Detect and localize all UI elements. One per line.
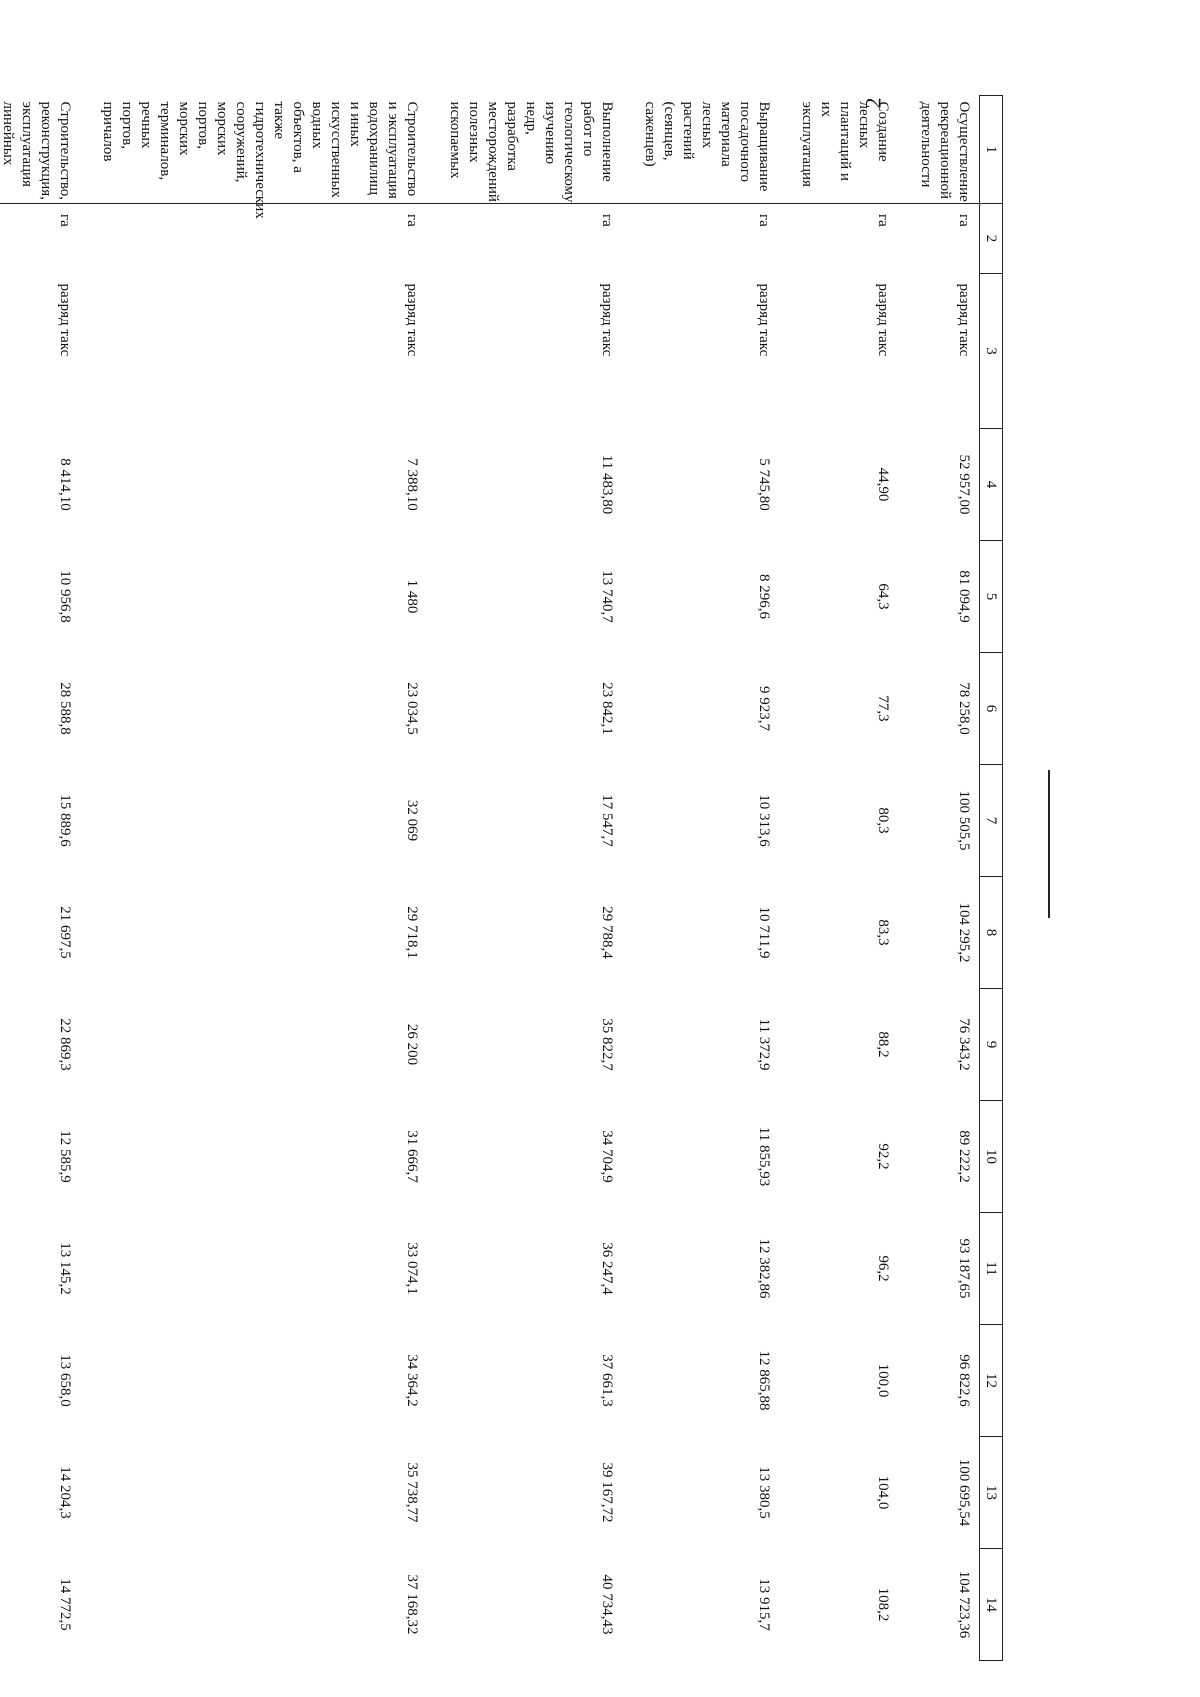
value-cell-v10: 34 704,9	[599, 1130, 615, 1183]
table-row	[622, 96, 779, 1661]
value-cell-v5: 1 480	[404, 579, 420, 614]
rate-type-cell: разряд такс	[756, 283, 772, 357]
value-cell-v12: 100,0	[875, 1363, 891, 1398]
header-cell-col1: 1	[980, 96, 1003, 204]
value-cell-v5: 64,3	[875, 583, 891, 610]
value-cell-v8: 10 711,9	[756, 906, 772, 959]
value-cell-v8: 21 697,5	[57, 906, 73, 959]
value-cell-v6: 77,3	[875, 695, 891, 722]
value-cell-v5: 10 956,8	[57, 570, 73, 623]
activity-name-cell: Строительство и эксплуатация водохранилищ и иных искусственных водных объектов, а также гидротехнических сооружений, морских портов, морских терминалов, речных портов, причалов	[80, 96, 427, 204]
value-cell-v4: 11 483,80	[599, 454, 615, 515]
value-cell-v7: 100 505,5	[956, 790, 972, 851]
table-row	[898, 96, 980, 1661]
header-cell-col13: 13	[980, 1437, 1003, 1549]
unit-cell: га	[57, 214, 73, 227]
value-cell-v5: 81 094,9	[956, 570, 972, 623]
header-cell-col5: 5	[980, 541, 1003, 653]
unit-cell: га	[404, 214, 420, 227]
value-cell-v12: 13 658,0	[57, 1354, 73, 1407]
value-cell-v14: 37 168,32	[404, 1574, 420, 1635]
value-cell-v9: 76 343,2	[956, 1018, 972, 1071]
value-cell-v12: 96 822,6	[956, 1354, 972, 1407]
value-cell-v13: 100 695,54	[956, 1458, 972, 1527]
table-row	[427, 96, 622, 1661]
value-cell-v7: 15 889,6	[57, 794, 73, 847]
value-cell-v14: 104 723,36	[956, 1570, 972, 1639]
value-cell-v6: 23 842,1	[599, 682, 615, 735]
rotated-table-wrapper	[0, 95, 1003, 1640]
value-cell-v9: 88,2	[875, 1031, 891, 1058]
value-cell-v9: 26 200	[404, 1023, 420, 1066]
rates-table	[0, 95, 1003, 1661]
rate-type-cell: разряд такс	[57, 283, 73, 357]
header-row	[980, 96, 1003, 1661]
value-cell-v6: 78 258,0	[956, 682, 972, 735]
value-cell-v11: 33 074,1	[404, 1242, 420, 1295]
header-cell-col2: 2	[980, 204, 1003, 274]
value-cell-v9: 11 372,9	[756, 1018, 772, 1071]
header-cell-col9: 9	[980, 989, 1003, 1101]
rate-type-cell: разряд такс	[956, 283, 972, 357]
unit-cell: га	[875, 214, 891, 227]
value-cell-v11: 96,2	[875, 1255, 891, 1282]
value-cell-v11: 13 145,2	[57, 1242, 73, 1295]
rate-type-cell: разряд такс	[404, 283, 420, 357]
unit-cell: га	[956, 214, 972, 227]
activity-name-cell: Строительство, реконструкция, эксплуатация линейных	[0, 96, 80, 204]
value-cell-v8: 83,3	[875, 919, 891, 946]
header-cell-col11: 11	[980, 1213, 1003, 1325]
value-cell-v7: 80,3	[875, 807, 891, 834]
value-cell-v8: 29 788,4	[599, 906, 615, 959]
activity-name-cell: Осуществление рекреационной деятельности	[898, 96, 980, 204]
value-cell-v7: 10 313,6	[756, 794, 772, 847]
value-cell-v9: 22 869,3	[57, 1018, 73, 1071]
value-cell-v6: 28 588,8	[57, 682, 73, 735]
table-row	[779, 96, 898, 1661]
table-row	[80, 96, 427, 1661]
value-cell-v11: 36 247,4	[599, 1242, 615, 1295]
value-cell-v14: 14 772,5	[57, 1578, 73, 1631]
value-cell-v13: 35 738,77	[404, 1462, 420, 1523]
header-cell-col6: 6	[980, 653, 1003, 765]
value-cell-v12: 37 661,3	[599, 1354, 615, 1407]
value-cell-v13: 13 380,5	[756, 1466, 772, 1519]
value-cell-v13: 14 204,3	[57, 1466, 73, 1519]
value-cell-v10: 92,2	[875, 1143, 891, 1170]
value-cell-v7: 17 547,7	[599, 794, 615, 847]
value-cell-v6: 9 923,7	[756, 686, 772, 731]
value-cell-v9: 35 822,7	[599, 1018, 615, 1071]
value-cell-v14: 108,2	[875, 1587, 891, 1622]
value-cell-v10: 12 585,9	[57, 1130, 73, 1183]
value-cell-v8: 104 295,2	[956, 902, 972, 963]
value-cell-v10: 31 666,7	[404, 1130, 420, 1183]
value-cell-v13: 104,0	[875, 1475, 891, 1510]
value-cell-v12: 34 364,2	[404, 1354, 420, 1407]
page-number: 2	[860, 97, 886, 109]
value-cell-v5: 13 740,7	[599, 570, 615, 623]
value-cell-v4: 8 414,10	[57, 458, 73, 511]
value-cell-v11: 93 187,65	[956, 1238, 972, 1299]
value-cell-v4: 7 388,10	[404, 458, 420, 511]
value-cell-v12: 12 865,88	[756, 1350, 772, 1411]
activity-name-cell: Выполнение работ по геологическому изучению недр, разработка месторождений полезных ископаемых	[427, 96, 622, 204]
value-cell-v4: 5 745,80	[756, 458, 772, 511]
value-cell-v13: 39 167,72	[599, 1462, 615, 1523]
value-cell-v8: 29 718,1	[404, 906, 420, 959]
header-cell-col7: 7	[980, 765, 1003, 877]
value-cell-v4: 52 957,00	[956, 454, 972, 515]
value-cell-v10: 89 222,2	[956, 1130, 972, 1183]
closing-rule	[1048, 770, 1050, 918]
header-cell-col4: 4	[980, 429, 1003, 541]
value-cell-v14: 13 915,7	[756, 1578, 772, 1631]
header-cell-col10: 10	[980, 1101, 1003, 1213]
value-cell-v11: 12 382,86	[756, 1238, 772, 1299]
activity-name-cell: Создание лесных плантаций и их эксплуатация	[779, 96, 898, 204]
value-cell-v6: 23 034,5	[404, 682, 420, 735]
value-cell-v10: 11 855,93	[756, 1126, 772, 1187]
rate-type-cell: разряд такс	[875, 283, 891, 357]
value-cell-v5: 8 296,6	[756, 574, 772, 619]
unit-cell: га	[756, 214, 772, 227]
value-cell-v4: 44,90	[875, 467, 891, 502]
header-cell-col12: 12	[980, 1325, 1003, 1437]
rate-type-cell: разряд такс	[599, 283, 615, 357]
header-cell-col8: 8	[980, 877, 1003, 989]
unit-cell: га	[599, 214, 615, 227]
value-cell-v14: 40 734,43	[599, 1574, 615, 1635]
table-row	[0, 96, 80, 1661]
header-cell-col14: 14	[980, 1549, 1003, 1661]
value-cell-v7: 32 069	[404, 799, 420, 842]
activity-name-cell: Выращивание посадочного материала лесных растений (сеянцев, саженцев)	[622, 96, 779, 204]
header-cell-col3: 3	[980, 274, 1003, 429]
